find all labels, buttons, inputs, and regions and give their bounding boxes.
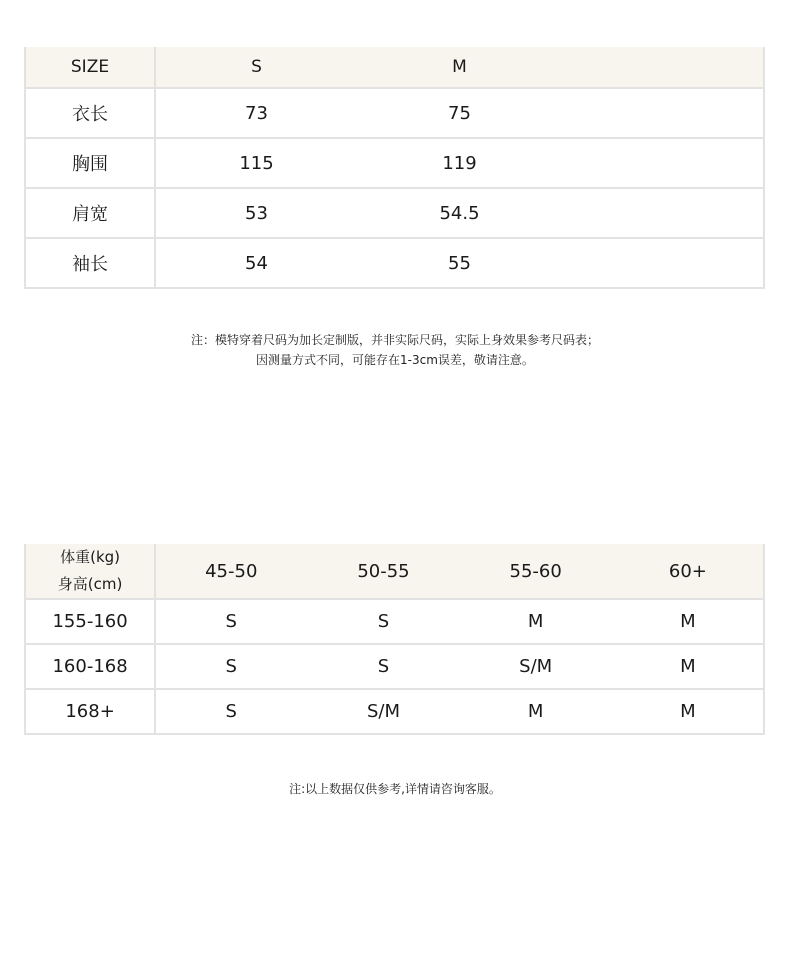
recommended-size: M: [612, 644, 764, 689]
size-chart-header-row: [25, 47, 764, 88]
measurement-value: 54: [155, 238, 358, 288]
weight-range-header: 55-60: [460, 544, 612, 599]
measurement-label: 袖长: [25, 238, 155, 288]
measurement-value: [561, 88, 764, 138]
height-axis-label: 身高(cm): [57, 575, 123, 593]
size-header-cell: SIZE: [25, 47, 155, 88]
table-row: [25, 599, 764, 644]
fit-table-note: 注:以上数据仅供参考,详情请咨询客服。: [289, 782, 501, 796]
table-row: [25, 188, 764, 238]
recommended-size: S: [155, 599, 307, 644]
recommended-size: S: [307, 599, 459, 644]
table-row: [25, 88, 764, 138]
weight-range-header: 45-50: [155, 544, 307, 599]
measurement-label: 胸围: [25, 138, 155, 188]
measurement-value: 53: [155, 188, 358, 238]
measurement-value: [561, 138, 764, 188]
fit-recommendation-table: [24, 544, 765, 735]
measurement-value: 119: [358, 138, 561, 188]
size-chart-table: [24, 47, 765, 289]
height-range-label: 155-160: [25, 599, 155, 644]
table-row: [25, 689, 764, 734]
measurement-label: 肩宽: [25, 188, 155, 238]
measurement-value: [561, 188, 764, 238]
recommended-size: S/M: [307, 689, 459, 734]
recommended-size: S: [155, 689, 307, 734]
measurement-label: 衣长: [25, 88, 155, 138]
measurement-value: [561, 238, 764, 288]
table-row: [25, 138, 764, 188]
recommended-size: S: [307, 644, 459, 689]
height-range-label: 160-168: [25, 644, 155, 689]
size-header-cell: M: [358, 47, 561, 88]
weight-height-corner-cell: [25, 544, 155, 599]
size-note-line: 注：模特穿着尺码为加长定制版，并非实际尺码，实际上身效果参考尺码表；: [190, 333, 599, 347]
recommended-size: M: [612, 689, 764, 734]
measurement-value: 55: [358, 238, 561, 288]
size-note-line: 因测量方式不同，可能存在1-3cm误差，敬请注意。: [256, 353, 534, 367]
size-header-cell: [561, 47, 764, 88]
recommended-size: M: [460, 689, 612, 734]
table-row: [25, 238, 764, 288]
table-row: [25, 644, 764, 689]
measurement-value: 54.5: [358, 188, 561, 238]
weight-range-header: 60+: [612, 544, 764, 599]
recommended-size: S: [155, 644, 307, 689]
measurement-value: 115: [155, 138, 358, 188]
recommended-size: M: [612, 599, 764, 644]
weight-range-header: 50-55: [307, 544, 459, 599]
height-range-label: 168+: [25, 689, 155, 734]
recommended-size: S/M: [460, 644, 612, 689]
weight-axis-label: 体重(kg): [60, 548, 121, 566]
size-chart-note: [0, 330, 790, 370]
size-header-cell: S: [155, 47, 358, 88]
measurement-value: 73: [155, 88, 358, 138]
measurement-value: 75: [358, 88, 561, 138]
fit-header-row: [25, 544, 764, 599]
recommended-size: M: [460, 599, 612, 644]
